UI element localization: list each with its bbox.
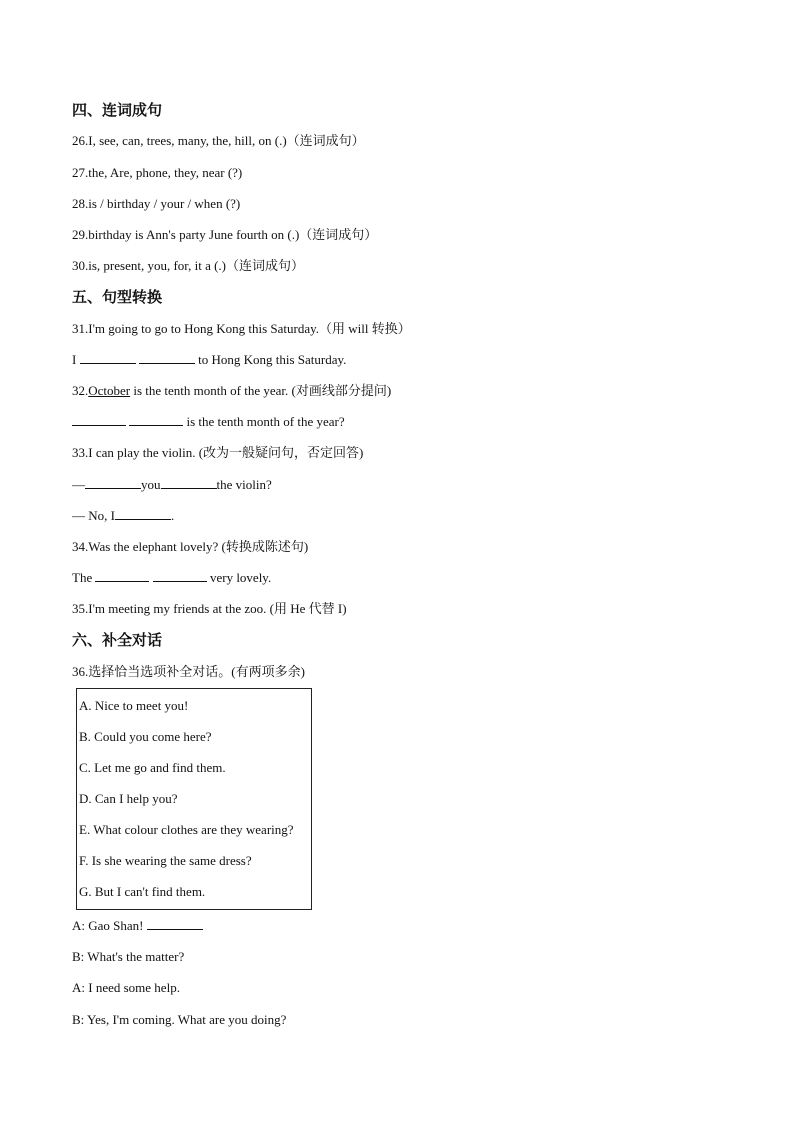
question-34: 34.Was the elephant lovely? (转换成陈述句) <box>72 539 309 554</box>
dialog-line-1 <box>72 917 203 935</box>
question-33-answer-2 <box>72 507 174 525</box>
question-35: 35.I'm meeting my friends at the zoo. (用 He 代替 I) <box>72 601 347 616</box>
dialog-line-2: B: What's the matter? <box>72 949 185 964</box>
answer-suffix: the violin? <box>216 477 272 492</box>
question-number: 32. <box>72 383 89 398</box>
section-heading-4: 四、连词成句 <box>72 101 163 119</box>
answer-prefix: The <box>72 570 93 585</box>
answer-suffix: . <box>170 508 175 523</box>
answer-prefix: — No, I <box>72 508 115 523</box>
dialog-text: A: Gao Shan! <box>72 918 144 933</box>
question-26: 26.I, see, can, trees, many, the, hill, on (.)（连词成句） <box>72 133 365 148</box>
answer-word: you <box>141 477 161 492</box>
option-c: C. Let me go and find them. <box>79 760 226 775</box>
question-29: 29.birthday is Ann's party June fourth on (.)（连词成句） <box>72 227 378 242</box>
answer-blank[interactable] <box>129 413 183 426</box>
question-30: 30.is, present, you, for, it a (.)（连词成句） <box>72 258 305 273</box>
section-heading-6: 六、补全对话 <box>72 631 163 649</box>
option-g: G. But I can't find them. <box>79 884 206 899</box>
answer-suffix: very lovely. <box>209 570 272 585</box>
question-33: 33.I can play the violin. (改为一般疑问句，否定回答) <box>72 445 364 460</box>
option-b: B. Could you come here? <box>79 729 212 744</box>
answer-blank[interactable] <box>80 351 136 364</box>
option-a: A. Nice to meet you! <box>79 698 189 713</box>
answer-blank[interactable] <box>85 476 141 489</box>
question-32 <box>72 382 391 400</box>
answer-blank[interactable] <box>139 351 195 364</box>
answer-blank[interactable] <box>115 507 171 520</box>
answer-blank[interactable] <box>72 413 126 426</box>
answer-blank[interactable] <box>153 569 207 582</box>
answer-prefix: I <box>72 352 77 367</box>
question-33-answer-1 <box>72 476 272 494</box>
option-e: E. What colour clothes are they wearing? <box>79 822 294 837</box>
dialog-line-4: B: Yes, I'm coming. What are you doing? <box>72 1012 287 1027</box>
question-27: 27.the, Are, phone, they, near (?) <box>72 165 243 180</box>
question-31: 31.I'm going to go to Hong Kong this Saturday.（用 will 转换） <box>72 321 411 336</box>
option-f: F. Is she wearing the same dress? <box>79 853 252 868</box>
answer-blank[interactable] <box>95 569 149 582</box>
answer-blank[interactable] <box>161 476 217 489</box>
dialog-line-3: A: I need some help. <box>72 980 180 995</box>
dash: — <box>72 477 85 492</box>
answer-suffix: to Hong Kong this Saturday. <box>198 352 347 367</box>
answer-suffix: is the tenth month of the year? <box>186 414 345 429</box>
question-32-answer <box>72 413 345 431</box>
question-text: is the tenth month of the year. (对画线部分提问) <box>130 383 392 398</box>
question-31-answer <box>72 351 346 369</box>
question-28: 28.is / birthday / your / when (?) <box>72 196 241 211</box>
section-heading-5: 五、句型转换 <box>72 288 163 306</box>
question-36: 36.选择恰当选项补全对话。(有两项多余) <box>72 664 305 679</box>
question-34-answer <box>72 569 271 587</box>
option-d: D. Can I help you? <box>79 791 178 806</box>
underlined-word: October <box>88 383 131 398</box>
answer-blank[interactable] <box>147 917 203 930</box>
options-box <box>76 688 312 910</box>
